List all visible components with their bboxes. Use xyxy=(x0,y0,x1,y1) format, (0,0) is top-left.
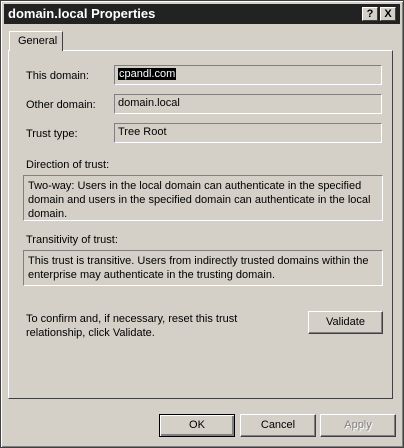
validate-button[interactable]: Validate xyxy=(308,311,383,334)
tab-general[interactable] xyxy=(9,31,63,51)
cancel-button[interactable]: Cancel xyxy=(240,414,316,437)
trust-type-field[interactable]: Tree Root xyxy=(114,123,382,143)
apply-button[interactable]: Apply xyxy=(320,414,396,437)
close-button[interactable]: X xyxy=(380,7,396,21)
help-button[interactable]: ? xyxy=(362,7,378,21)
window-title: domain.local Properties xyxy=(8,6,156,21)
ok-button[interactable]: OK xyxy=(159,414,235,437)
this-domain-label: This domain: xyxy=(26,70,89,82)
transitivity-label: Transitivity of trust: xyxy=(26,234,118,246)
this-domain-value: cpandl.com xyxy=(119,68,176,80)
title-bar[interactable] xyxy=(4,4,400,24)
other-domain-label: Other domain: xyxy=(26,99,96,111)
transitivity-text: This trust is transitive. Users from indirectly trusted domains within the enterprise may authenticate in the trusting domain. xyxy=(23,250,383,286)
validate-description: To confirm and, if necessary, reset this trust relationship, click Validate. xyxy=(26,313,238,339)
trust-type-label: Trust type: xyxy=(26,128,78,140)
tab-general-label: General xyxy=(18,35,58,47)
other-domain-field[interactable]: domain.local xyxy=(114,94,382,114)
direction-of-trust-label: Direction of trust: xyxy=(26,159,110,171)
direction-of-trust-text: Two-way: Users in the local domain can authenticate in the specified domain and users in the specified domain can authenticate in the local domain. xyxy=(23,175,383,221)
this-domain-field[interactable] xyxy=(114,65,382,85)
general-panel xyxy=(8,50,393,399)
